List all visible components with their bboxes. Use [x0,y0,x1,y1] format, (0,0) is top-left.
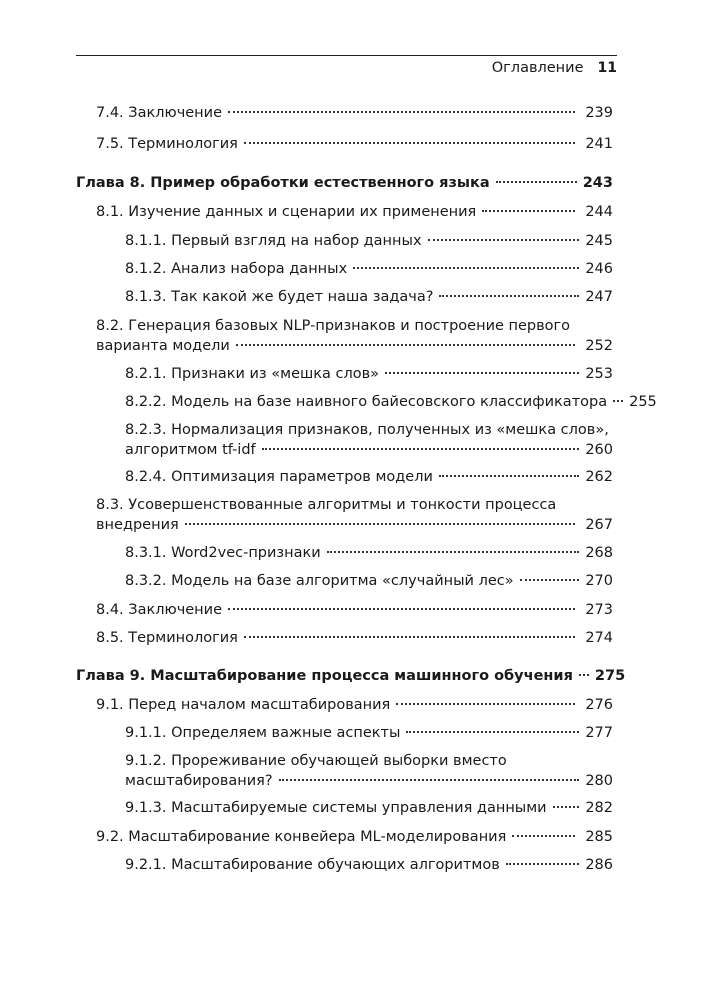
toc-entry-page: 244 [585,204,613,220]
toc-subentry[interactable] [125,392,657,412]
toc-entry-page: 268 [585,545,613,561]
leader-dots [228,608,575,610]
toc-entry-page: 253 [585,366,613,382]
toc-subentry[interactable] [125,543,613,563]
toc-entry-page: 276 [585,697,613,713]
toc-entry-page: 273 [585,602,613,618]
toc-entry[interactable] [96,103,613,123]
leader-dots [228,111,575,113]
header-page-number: 11 [597,60,617,76]
leader-dots [279,779,580,781]
leader-dots [613,400,623,402]
toc-entry-title: 8.4. Заключение [96,602,223,618]
toc-entry[interactable] [96,827,613,847]
toc-chapter[interactable] [76,173,613,193]
toc-subentry[interactable] [125,231,613,251]
leader-dots [353,267,579,269]
toc-entry-page: 277 [585,725,613,741]
toc-entry-page: 246 [585,261,613,277]
leader-dots [496,181,577,183]
toc-subentry[interactable] [125,723,613,743]
leader-dots [244,636,575,638]
leader-dots [520,579,580,581]
leader-dots [185,523,575,525]
toc-chapter-title: Глава 8. Пример обработки естественного языка [76,175,490,191]
toc-chapter-page: 243 [582,175,613,191]
leader-dots [406,731,579,733]
toc-entry-title: 8.2.1. Признаки из «мешка слов» [125,366,380,382]
toc-entry-page: 280 [585,773,613,789]
toc-entry-title-cont: внедрения [96,517,179,533]
toc-entry-page: 255 [629,394,657,410]
leader-dots [579,674,589,676]
toc-entry-title: 8.3.1. Word2vec-признаки [125,545,321,561]
toc-entry-page: 260 [585,442,613,458]
toc-subentry[interactable] [125,467,613,487]
toc-entry-page: 274 [585,630,613,646]
toc-entry-title: 9.1.1. Определяем важные аспекты [125,725,401,741]
toc-subentry[interactable] [125,259,613,279]
toc-entry-title-cont: алгоритмом tf-idf [125,442,256,458]
toc-subentry[interactable] [125,855,613,875]
toc-entry[interactable] [96,495,613,535]
leader-dots [512,835,575,837]
toc-entry[interactable] [96,316,613,356]
toc-entry[interactable] [96,134,613,154]
toc-entry-title: 8.5. Терминология [96,630,238,646]
leader-dots [262,448,580,450]
toc-entry-page: 286 [585,857,613,873]
toc-entry-title: 8.1. Изучение данных и сценарии их применения [96,204,477,220]
toc-entry-page: 245 [585,233,613,249]
toc-subentry[interactable] [125,751,613,791]
leader-dots [506,863,580,865]
leader-dots [244,142,575,144]
toc-entry-page: 285 [585,829,613,845]
leader-dots [553,806,580,808]
toc-subentry[interactable] [125,364,613,384]
toc-entry-title: 8.2.2. Модель на базе наивного байесовского классификатора [125,394,608,410]
toc-entry-title: 8.1.2. Анализ набора данных [125,261,348,277]
toc-entry-title: 8.2.3. Нормализация признаков, полученных из «мешка слов», [125,422,609,438]
toc-chapter-title: Глава 9. Масштабирование процесса машинного обучения [76,668,573,684]
toc-entry-title-cont: масштабирования? [125,773,273,789]
toc-entry-title: 8.3.2. Модель на базе алгоритма «случайный лес» [125,573,514,589]
toc-subentry[interactable] [125,798,613,818]
toc-entry[interactable] [96,202,613,222]
toc-entry-title: 8.2.4. Оптимизация параметров модели [125,469,433,485]
leader-dots [482,210,575,212]
toc-entry-title: 9.2. Масштабирование конвейера ML-моделирования [96,829,507,845]
leader-dots [385,372,579,374]
toc-entry-title: 7.5. Терминология [96,136,238,152]
toc-entry-title-cont: варианта модели [96,338,230,354]
toc-entry-page: 247 [585,289,613,305]
toc-entry-title: 8.1.3. Так какой же будет наша задача? [125,289,434,305]
toc-subentry[interactable] [125,571,613,591]
leader-dots [439,475,579,477]
toc-entry-page: 282 [585,800,613,816]
running-header [492,60,617,76]
toc-entry-title: 8.3. Усовершенствованные алгоритмы и тонкости процесса [96,497,557,513]
toc-entry[interactable] [96,628,613,648]
toc-entry-title: 9.1.2. Прореживание обучающей выборки вместо [125,753,507,769]
toc-entry-page: 267 [585,517,613,533]
toc-entry[interactable] [96,600,613,620]
toc-entry-title: 9.1. Перед началом масштабирования [96,697,391,713]
toc-entry-page: 241 [585,136,613,152]
toc-entry-page: 270 [585,573,613,589]
toc-chapter[interactable] [76,666,626,686]
leader-dots [396,703,575,705]
toc-entry-page: 262 [585,469,613,485]
toc-entry-title: 8.2. Генерация базовых NLP-признаков и построение первого [96,318,571,334]
toc-subentry[interactable] [125,420,613,460]
header-rule [76,55,617,56]
toc-entry-page: 252 [585,338,613,354]
toc-entry-title: 8.1.1. Первый взгляд на набор данных [125,233,422,249]
toc-entry-title: 9.1.3. Масштабируемые системы управления данными [125,800,547,816]
toc-entry-title: 9.2.1. Масштабирование обучающих алгоритмов [125,857,500,873]
toc-entry-title: 7.4. Заключение [96,105,223,121]
leader-dots [236,344,575,346]
leader-dots [327,551,580,553]
toc-chapter-page: 275 [594,668,626,684]
toc-entry[interactable] [96,695,613,715]
toc-entry-page: 239 [585,105,613,121]
leader-dots [439,295,579,297]
toc-subentry[interactable] [125,287,613,307]
header-title: Оглавление [491,60,584,76]
leader-dots [428,239,580,241]
